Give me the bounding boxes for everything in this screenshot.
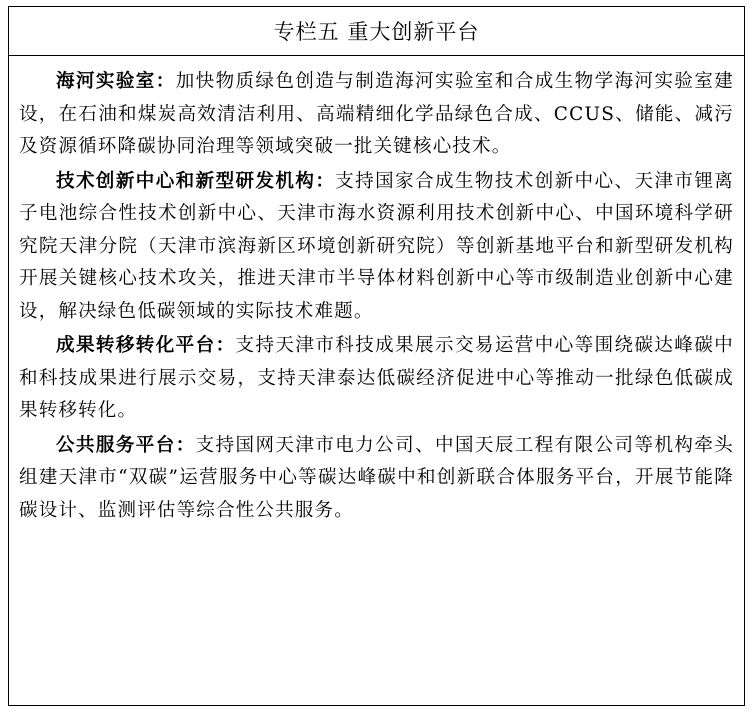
column-box [8, 6, 745, 706]
paragraph-heading: 公共服务平台： [56, 434, 196, 456]
paragraph-heading: 海河实验室： [56, 71, 176, 92]
paragraph-transfer-platform [19, 330, 734, 428]
column-title: 专栏五 重大创新平台 [9, 7, 744, 56]
paragraph-heading: 技术创新中心和新型研发机构： [56, 170, 336, 192]
paragraph-haihe-lab [19, 66, 734, 164]
paragraph-innovation-centers [19, 166, 734, 329]
paragraph-text: 支持天津市科技成果展示交易运营中心等围绕碳达峰碳中和科技成果进行展示交易，支持天津泰达低碳经济促进中心等推动一批绿色低碳成果转移转化。 [19, 335, 734, 421]
paragraph-text: 加快物质绿色创造与制造海河实验室和合成生物学海河实验室建设，在石油和煤炭高效清洁利用、高端精细化学品绿色合成、CCUS、储能、减污及资源循环降碳协同治理等领域突破一批关键核心技术。 [19, 71, 735, 157]
paragraph-heading: 成果转移转化平台： [56, 335, 236, 356]
paragraph-public-service [19, 430, 734, 528]
paragraph-text: 支持国网天津市电力公司、中国天辰工程有限公司等机构牵头组建天津市“双碳”运营服务中心等碳达峰碳中和创新联合体服务平台，开展节能降碳设计、监测评估等综合性公共服务。 [19, 434, 734, 521]
paragraph-text: 支持国家合成生物技术创新中心、天津市锂离子电池综合性技术创新中心、天津市海水资源利用技术创新中心、中国环境科学研究院天津分院（天津市滨海新区环境创新研究院）等创新基地平台和新型研发机构开展关键核心技术攻关，推进天津市半导体材料创新中心等市级制造业创新中心建设，解决绿色低碳领域的实际技术难题。 [19, 170, 734, 322]
column-content [9, 56, 744, 527]
